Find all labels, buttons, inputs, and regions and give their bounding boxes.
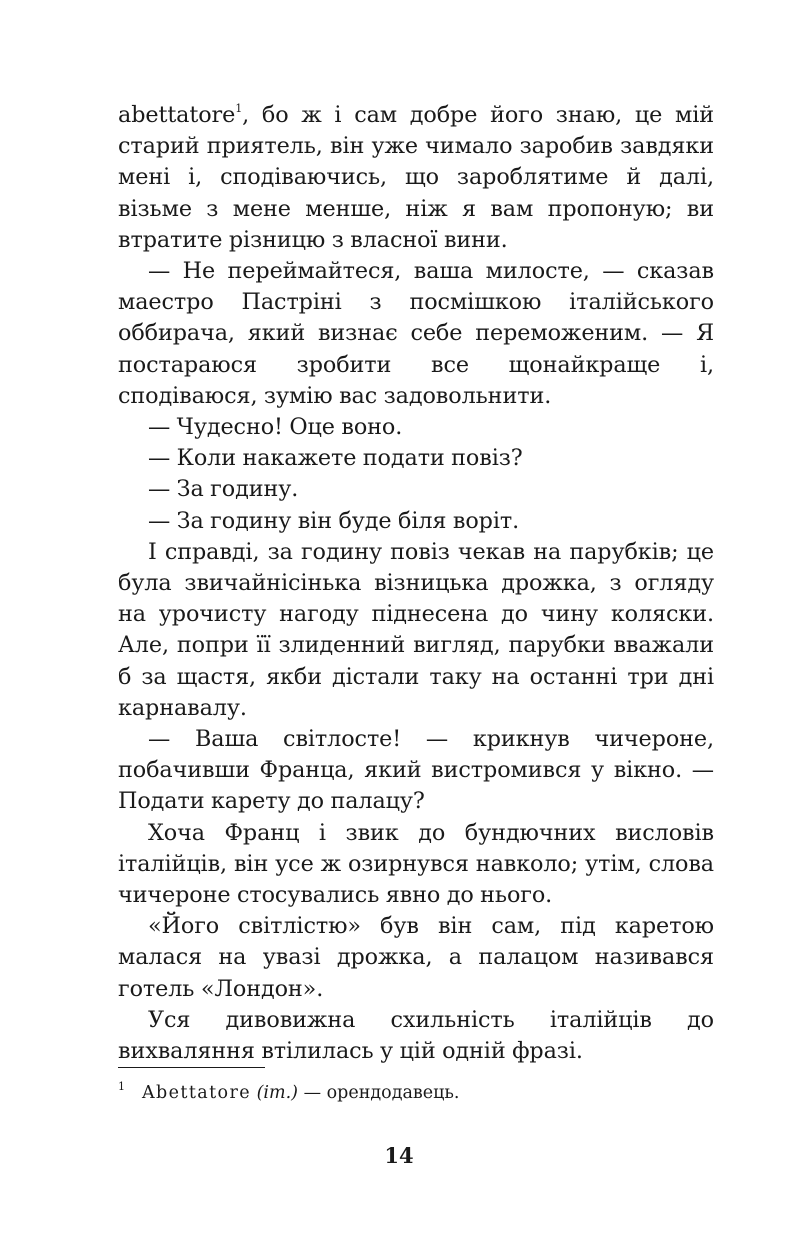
- footnote: [118, 1076, 714, 1105]
- paragraph: — Коли накажете подати повіз?: [148, 445, 523, 472]
- paragraph: Хоча Франц і звик до бундючних висловів італійців, він усе ж озирнувся навколо; утім, слова чичероне стосувались явно до нього.: [118, 819, 714, 909]
- paragraph: — Чудесно! Оце воно.: [148, 414, 403, 441]
- body-text: [118, 100, 714, 1067]
- paragraph: — За годину він буде біля воріт.: [148, 507, 520, 534]
- paragraph: — Ваша світлосте! — крикнув чичероне, побачивши Франца, який вистромився у вікно. — Подати карету до палацу?: [118, 726, 714, 815]
- paragraph: Уся дивовижна схильність італійців до вихваляння втілилась у цій одній фразі.: [118, 1006, 714, 1065]
- paragraph: — За годину.: [148, 476, 299, 503]
- paragraph-text: бо ж і сам добре його знаю, це мій старий приятель, він уже чимало заробив завдяки мені і, сподіваючись, що зароблятиме й далі, візьме з мене менше, ніж я вам пропоную; ви втратите різницю з власної вини.: [118, 102, 714, 253]
- first-word: abettatore: [118, 102, 236, 128]
- footnote-reference: 1: [235, 101, 243, 115]
- paragraph: — Не переймайтеся, ваша милосте, — сказав маестро Пастріні з посмішкою італійського оббирача, який визнає себе переможеним. — Я постараюся зробити все щонайкраще і, сподіваюся, зумію вас задовольнити.: [118, 258, 714, 409]
- footnote-term: Abettatore: [142, 1082, 251, 1103]
- footnote-number: 1: [118, 1080, 125, 1093]
- footnote-definition: — орендодавець.: [303, 1082, 460, 1103]
- footnote-divider: [118, 1067, 265, 1068]
- footnote-language: (іт.): [256, 1082, 298, 1103]
- page-body: [118, 100, 714, 1067]
- page-number: 14: [384, 1143, 414, 1168]
- paragraph: «Його світлістю» був він сам, під каретою малася на увазі дрожка, а палацом називався готель «Лондон».: [118, 913, 714, 1002]
- paragraph: І справді, за годину повіз чекав на парубків; це була звичайнісінька візницька дрожка, з огляду на урочисту нагоду піднесена до чину коляски. Але, попри її злиденний вигляд, парубки вважали б за щастя, якби дістали таку на останні три дні карнавалу.: [118, 538, 714, 721]
- paragraph: abettatore$^1$, бо ж і сам добре його знаю, це мій старий приятель, він уже чимало заробив завдяки мені і, сподіваючись, що зароблятиме й далі, візьме з мене менше, ніж я вам пропоную; ви втратите різницю з власної вини.: [118, 101, 714, 253]
